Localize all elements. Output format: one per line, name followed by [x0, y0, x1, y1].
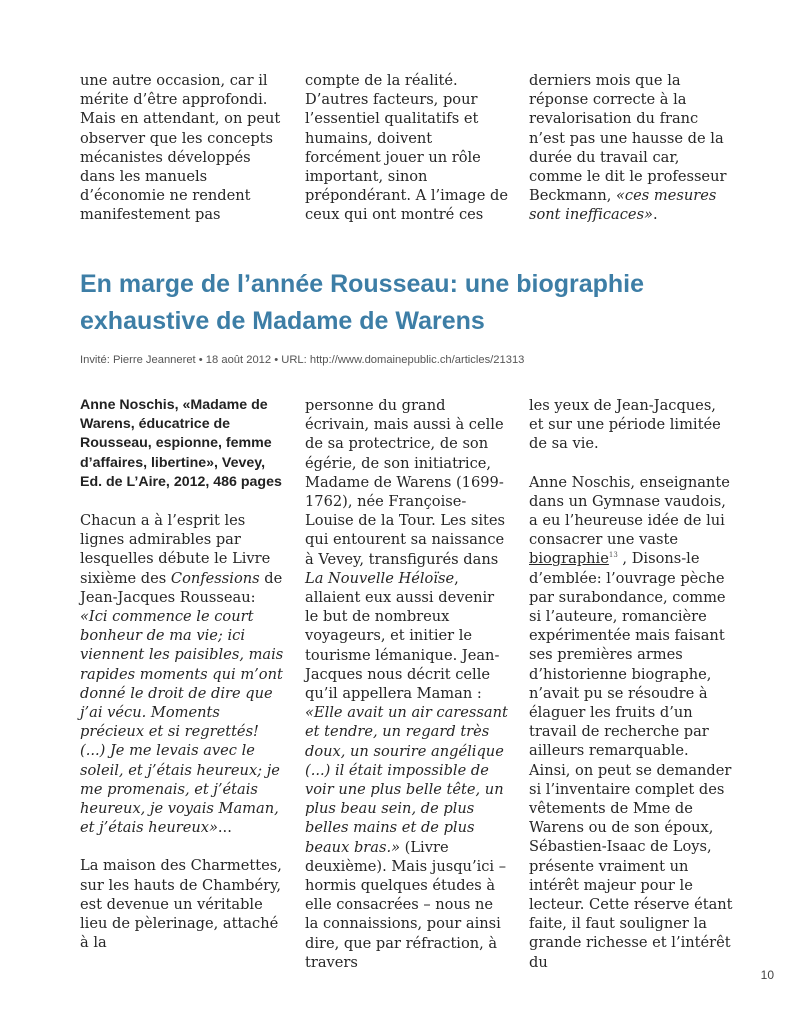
book-title-heloise: La Nouvelle Héloïse	[305, 569, 455, 587]
text-span: de Jean-Jacques Rousseau:	[80, 569, 283, 606]
paragraph-charmettes: La maison des Charmettes, sur les hauts de Chambéry, est devenue un véritable lieu de pèlerinage, attaché à la	[80, 857, 282, 952]
article-column-3	[529, 396, 734, 972]
text-span: personne du grand écrivain, mais aussi à celle de sa protectrice, de son égérie, de son initiatrice, Madame de Warens (1699-1762), née Françoise-Louise de la Tour. Les sites qui entourent sa naissance à Vevey, transfigurés dans	[305, 397, 505, 568]
paragraph-noschis	[529, 473, 734, 972]
text-span: ...	[217, 819, 232, 837]
text-span: , allaient eux aussi devenir le but de nombreux voyageurs, et initier le tourisme lémanique. Jean-Jacques nous décrit celle qu’il appellera Maman :	[305, 569, 500, 703]
page-number: 10	[760, 968, 774, 982]
paragraph-warens	[305, 396, 510, 972]
article-meta: Invité: Pierre Jeanneret • 18 août 2012 • URL: http://www.domainepublic.ch/articles/21313	[80, 354, 525, 366]
text-span: (Livre deuxième). Mais jusqu’ici – hormis quelques études à elle consacrées – nous ne la connaissions, pour ainsi dire, que par réfraction, à travers	[305, 838, 507, 971]
prev-article-column-3	[529, 71, 734, 225]
text-span: , Disons-le d’emblée: l’ouvrage pèche par surabondance, comme si l’auteure, romancière expérimentée mais faisant ses premières armes d’historienne biographe, n’avait pu se résoudre à élaguer les fruits d’un travail de recherche par ailleurs remarquable. Ainsi, on peut se demander si l’inventaire complet des vêtements de Mme de Warens ou de son époux, Sébastien-Isaac de Loys, présente vraiment un intérêt majeur pour le lecteur. Cette réserve étant faite, il faut souligner la grande richesse et l’intérêt du	[529, 550, 733, 971]
paragraph-period: les yeux de Jean-Jacques, et sur une période limitée de sa vie.	[529, 397, 721, 453]
text-span: Anne Noschis, enseignante dans un Gymnase vaudois, a eu l’heureuse idée de lui consacrer une vaste	[529, 473, 730, 549]
biographie-link[interactable]: biographie	[529, 550, 609, 568]
prev-article-col3-end: .	[653, 206, 658, 224]
prev-article-col3-quote: «ces mesures sont inefficaces»	[529, 187, 717, 224]
prev-article-column-1	[80, 71, 285, 225]
prev-article-col3-text: derniers mois que la réponse correcte à la revalorisation du franc n’est pas une hausse de la durée du travail car, comme le dit le professeur Beckmann,	[529, 72, 727, 205]
prev-article-col2-text: compte de la réalité. D’autres facteurs, pour l’essentiel qualitatifs et humains, doivent forcément jouer un rôle important, sinon prépondérant. A l’image de ceux qui ont montré ces	[305, 72, 508, 224]
text-span: Chacun a à l’esprit les lignes admirables par lesquelles débute le Livre sixième des	[80, 512, 271, 587]
prev-article-column-2	[305, 71, 510, 225]
footnote-ref[interactable]: 13	[608, 551, 618, 560]
book-reference: Anne Noschis, «Madame de Warens, éducatrice de Rousseau, espionne, femme d’affaires, libertine», Vevey, Ed. de L’Aire, 2012, 486 pages	[80, 397, 282, 490]
article-column-2	[305, 396, 510, 972]
article-column-1	[80, 396, 285, 952]
prev-article-col3-paragraph	[529, 71, 734, 225]
paragraph-confessions	[80, 511, 285, 837]
book-title-confessions: Confessions	[170, 569, 260, 587]
quote-maman: «Elle avait un air caressant et tendre, un regard très doux, un sourire angélique (...) il était impossible de voir une plus belle tête, un plus beau sein, de plus belles mains et de plus beaux bras.»	[305, 704, 508, 856]
prev-article-col1-text: une autre occasion, car il mérite d’être approfondi. Mais en attendant, on peut observer que les concepts mécanistes développés dans les manuels d’économie ne rendent manifestement pas	[80, 72, 281, 224]
quote-confessions: «Ici commence le court bonheur de ma vie; ici viennent les paisibles, mais rapides moments qui m’ont donné le droit de dire que j’ai vécu. Moments précieux et si regrettés! (...) Je me levais avec le soleil, et j’étais heureux; je me promenais, et j’étais heureux, je voyais Maman, et j’étais heureux»	[80, 608, 284, 837]
article-title: En marge de l’année Rousseau: une biographie exhaustive de Madame de Warens	[80, 270, 645, 335]
